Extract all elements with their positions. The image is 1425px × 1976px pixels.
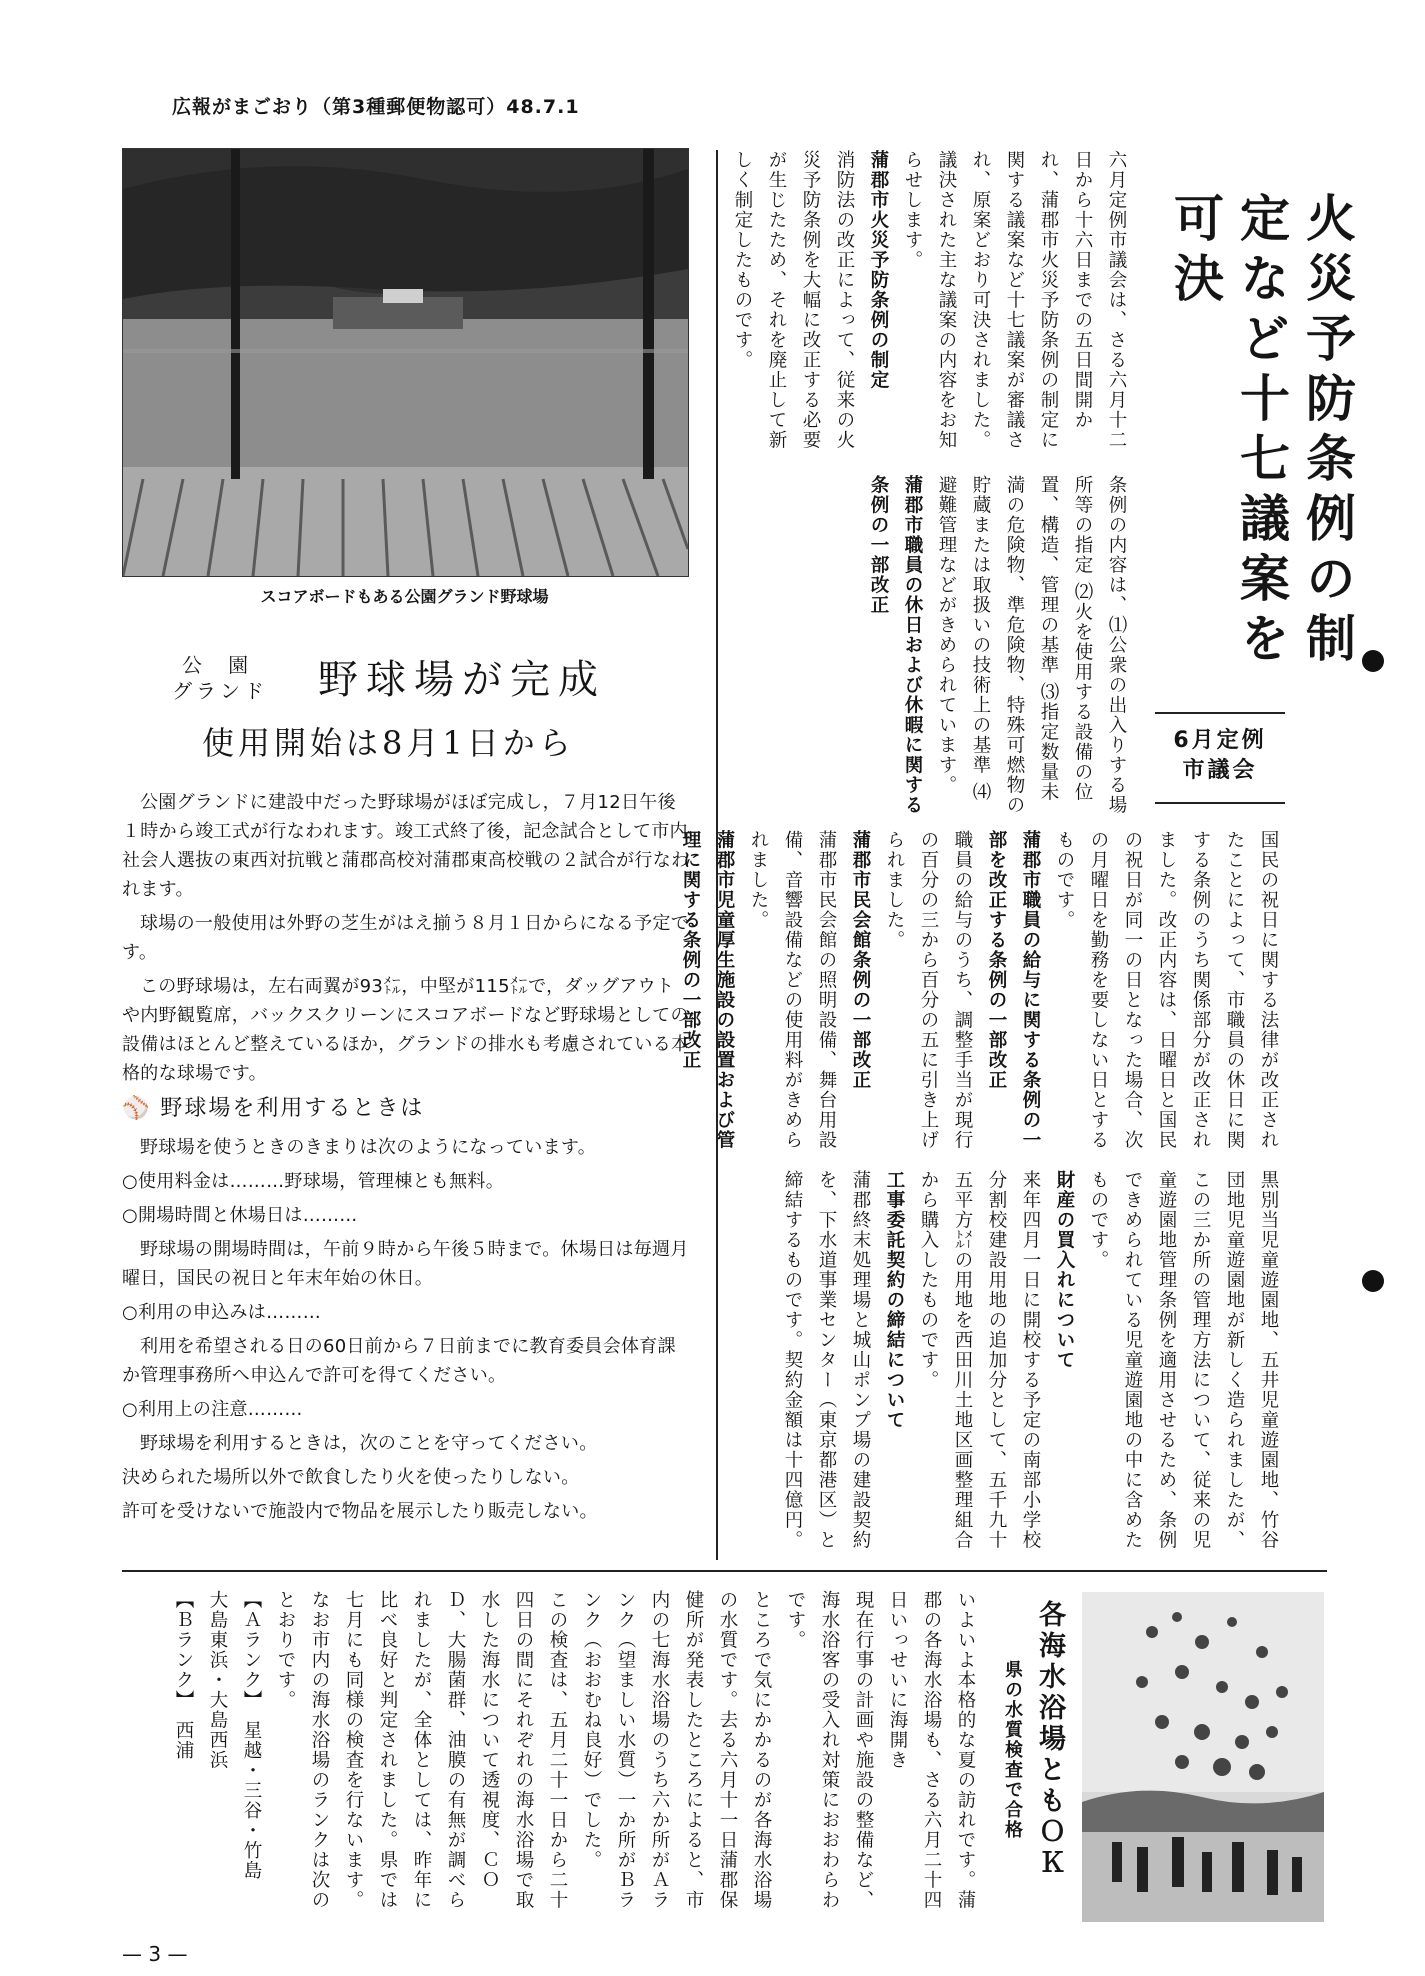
paragraph: 蒲郡終末処理場と城山ポンプ場の建設契約を、下水道事業センター（東京都港区）と締結するものです。契約金額は十四億円。: [782, 1170, 871, 1550]
subheading: 工事委託契約の締結について: [884, 1170, 905, 1430]
subheading: 蒲郡市児童厚生施設の設置および管理に関する条例の一部改正: [680, 830, 735, 1150]
rank-list: 【Ｂランク】 西浦: [173, 1590, 194, 1761]
tag-line: 市議会: [1182, 758, 1258, 783]
beach-subheadline: 県の水質検査で合格: [1002, 1660, 1023, 1840]
paragraph: 六月定例市議会は、さる六月十二日から十六日までの五日間開かれ、蒲郡市火災予防条例の制定に関する議案など十七議案が審議され、原案どおり可決されました。: [970, 150, 1127, 450]
paragraph: 野球場を使うときのきまりは次のようになっています。: [140, 1137, 597, 1158]
section-divider: [122, 1570, 1327, 1572]
subheading: 財産の買入れについて: [1054, 1170, 1075, 1370]
council-headline: 火災予防条例の制定など十七議案を可決: [1166, 192, 1356, 672]
photo-caption: スコアボードもある公園グランド野球場: [260, 587, 549, 606]
paragraph: 議決された主な議案の内容をお知らせします。: [902, 150, 957, 450]
paragraph: 来年四月一日に開校する予定の南部小学校分割校建設用地の追加分として、五千九十五平方㍍の用地を西田川土地区画整理組合から購入したものです。: [918, 1170, 1041, 1550]
bullet-dot: [1362, 650, 1384, 672]
paragraph: 公園グランドに建設中だった野球場がほぼ完成し，７月12日午後１時から竣工式が行なわれます。竣工式終了後，記念試合として市内社会人選抜の東西対抗戦と蒲郡高校対蒲郡東高校戦の２試合が行なわれます。: [122, 792, 690, 900]
paragraph: いよいよ本格的な夏の訪れです。蒲郡の各海水浴場も、さる六月二十四日いっせいに海開き: [887, 1590, 976, 1910]
paragraph: ところで気にかかるのが各海水浴場の水質です。去る六月十一日蒲郡保健所が発表したところによると、市内の七海水浴場のうち六か所がＡランク（望ましい水質）一か所がＢランク（おおむね良好）でした。: [581, 1590, 772, 1910]
council-fire-content: [735, 475, 1133, 820]
bullet-dot: [1362, 1270, 1384, 1292]
paragraph: なお市内の海水浴場のランクは次のとおりです。: [275, 1590, 330, 1910]
rule-item: ○利用上の注意………: [122, 1399, 303, 1420]
beach-headline: 各海水浴場ともＯＫ: [1034, 1600, 1065, 1879]
paragraph: 職員の給与のうち、調整手当が現行の百分の三から百分の五に引き上げられました。: [884, 830, 973, 1150]
subheading: 蒲郡市職員の休日および休暇に関する条例の一部改正: [868, 475, 923, 815]
paragraph: 球場の一般使用は外野の芝生がはえ揃う８月１日からになる予定です。: [122, 913, 689, 963]
balloon-photo: [1082, 1592, 1324, 1922]
subheading: 蒲郡市火災予防条例の制定: [868, 150, 889, 390]
paragraph: この野球場は，左右両翼が93㍍，中堅が115㍍で，ダッグアウトや内野観覧席，バックスクリーンにスコアボードなど野球場としての設備はほとんど整えているほか，グランドの排水も考慮されている本格的な球場です。: [122, 976, 690, 1084]
council-lower: [735, 1170, 1285, 1555]
prefix-top: 公 園: [181, 653, 259, 677]
page-number: — 3 —: [122, 1942, 188, 1966]
tag-line: 6月定例: [1173, 728, 1267, 753]
section-heading: ⚾ 野球場を利用するときは: [122, 1096, 425, 1121]
baseball-subheadline: 使用開始は8月1日から: [202, 724, 575, 762]
paragraph: この検査は、五月二十一日から二十四日の間にそれぞれの海水浴場で取水した海水について透視度、ＣＯＤ、大腸菌群、油膜の有無が調べられましたが、全体としては、昨年に比べ良好と判定されました。県では七月にも同様の検査を行ないます。: [343, 1590, 568, 1910]
council-tag: [1155, 712, 1285, 804]
subheading: 蒲郡市職員の給与に関する条例の一部を改正する条例の一部改正: [986, 830, 1041, 1150]
rule-item: ○利用の申込みは………: [122, 1302, 322, 1323]
prefix-bottom: グランド: [172, 679, 268, 703]
paragraph: 許可を受けないで施設内で物品を展示したり販売しない。: [122, 1501, 598, 1522]
paragraph: 蒲郡市民会館の照明設備、舞台用設備、音響設備などの使用料がきめられました。: [748, 830, 837, 1150]
paragraph: 国民の祝日に関する法律が改正されたことによって、市職員の休日に関する条例のうち関係部分が改正されました。改正内容は、日曜日と国民の祝日が同一の日となった場合、次の月曜日を勤務を要しない日とするものです。: [1054, 830, 1279, 1150]
paragraph: 野球場の開場時間は，午前９時から午後５時まで。休場日は毎週月曜日，国民の祝日と年末年始の休日。: [122, 1239, 689, 1289]
paragraph: 黒別当児童遊園地、五井児童遊園地、竹谷団地児童遊園地が新しく造られましたが、この三か所の管理方法について、従来の児童遊園地管理条例を適用させるため、条例できめられている児童遊園地の中に含めたものです。: [1088, 1170, 1279, 1550]
paragraph: 現在行事の計画や施設の整備など、海水浴客の受入れ対策におおわらわです。: [785, 1590, 874, 1910]
paragraph: 消防法の改正によって、従来の火災予防条例を大幅に改正する必要が生じたため、それを廃止して新しく制定したものです。: [732, 150, 855, 450]
council-intro: [732, 150, 1133, 465]
headline-prefix: [172, 652, 268, 704]
subheading: 蒲郡市民会館条例の一部改正: [850, 830, 871, 1090]
paragraph: 利用を希望される日の60日前から７日前までに教育委員会体育課か管理事務所へ申込んで許可を得てください。: [122, 1336, 676, 1386]
paragraph: 条例の内容は、⑴公衆の出入りする場所等の指定 ⑵火を使用する設備の位置、構造、管理の基準 ⑶指定数量未満の危険物、準危険物、特殊可燃物の貯蔵または取扱いの技術上の基準 ⑷避難管理などがきめられています。: [936, 475, 1127, 815]
rank-list: 大島東浜・大島西浜: [207, 1590, 228, 1770]
paragraph: 決められた場所以外で飲食したり火を使ったりしない。: [122, 1467, 580, 1488]
council-middle: [680, 830, 1285, 1160]
issue-header: 広報がまごおり（第3種郵便物認可）48.7.1: [172, 96, 580, 118]
rule-item: ○開場時間と休場日は………: [122, 1205, 358, 1226]
rule-item: ○使用料金は………野球場，管理棟とも無料。: [122, 1171, 505, 1192]
rank-list: 【Ａランク】 星越・三谷・竹島: [241, 1590, 262, 1881]
stadium-photo: [122, 148, 689, 577]
beach-article: [122, 1590, 982, 1920]
paragraph: 野球場を利用するときは，次のことを守ってください。: [140, 1433, 598, 1454]
baseball-headline: 野球場が完成: [318, 657, 606, 703]
baseball-article: [122, 788, 692, 1531]
